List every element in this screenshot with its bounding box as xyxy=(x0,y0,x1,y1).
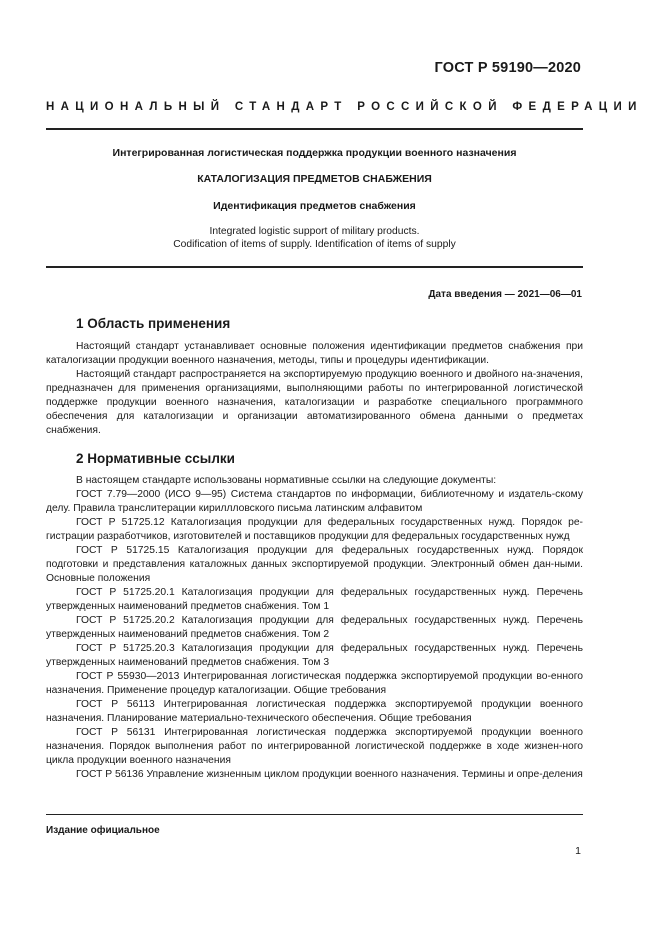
section-1-paragraph: Настоящий стандарт распространяется на экспортируемую продукцию военного и двойного на-значения, предназначен для применения организациями, выполняющими работы по интегрированной логистической поддержке продукции военного назначения, каталогизации и разработке специального программного обеспечения для каталогизации и организации автоматизированного обмена данными о предметах снабжения. xyxy=(46,369,583,436)
reference-item: ГОСТ Р 51725.12 Каталогизация продукции для федеральных государственных нужд. Порядок ре-гистрации разработчиков, изготовителей и поставщиков продукции для федеральных государственных нужд xyxy=(46,517,583,542)
reference-item: ГОСТ Р 51725.20.2 Каталогизация продукции для федеральных государственных нужд. Перечень утвержденных наименований предметов снабжения. Том 2 xyxy=(46,615,583,640)
footer-rule xyxy=(46,814,583,815)
document-number: ГОСТ Р 59190—2020 xyxy=(434,60,581,76)
english-title-line-2: Codification of items of supply. Identification of items of supply xyxy=(173,238,456,250)
section-1-heading: 1 Область применения xyxy=(76,316,231,331)
introduction-date: Дата введения — 2021—06—01 xyxy=(428,289,582,300)
reference-item: ГОСТ Р 56136 Управление жизненным циклом продукции военного назначения. Термины и опре-деления xyxy=(76,769,583,780)
title-bottom-rule xyxy=(46,266,583,268)
section-2-body xyxy=(46,474,583,782)
title-line-1: Интегрированная логистическая поддержка продукции военного назначения xyxy=(112,147,517,159)
reference-item: ГОСТ Р 51725.20.1 Каталогизация продукции для федеральных государственных нужд. Перечень утвержденных наименований предметов снабжения. Том 1 xyxy=(46,587,583,612)
reference-item: ГОСТ 7.79—2000 (ИСО 9—95) Система стандартов по информации, библиотечному и издатель-скому делу. Правила транслитерации кириллловского письма латинским алфавитом xyxy=(46,489,583,514)
official-edition-label: Издание официальное xyxy=(46,825,160,836)
section-2-heading: 2 Нормативные ссылки xyxy=(76,451,235,466)
reference-item: ГОСТ Р 51725.20.3 Каталогизация продукции для федеральных государственных нужд. Перечень утвержденных наименований предметов снабжения. Том 3 xyxy=(46,643,583,668)
top-rule xyxy=(46,128,583,130)
reference-item: ГОСТ Р 56131 Интегрированная логистическая поддержка экспортируемой продукции военного назначения. Порядок выполнения работ по интегрированной логистической поддержке в ходе жизнен-ного цикла продукции военного назначения xyxy=(46,727,583,766)
reference-item: ГОСТ Р 51725.15 Каталогизация продукции для федеральных государственных нужд. Порядок подготовки и представления каталожных данных экспортируемой продукции. Электронный обмен дан-ными. Основные положения xyxy=(46,545,583,584)
english-title-line-1: Integrated logistic support of military products. xyxy=(209,226,420,237)
references-intro: В настоящем стандарте использованы нормативные ссылки на следующие документы: xyxy=(76,475,497,486)
reference-item: ГОСТ Р 56113 Интегрированная логистическая поддержка экспортируемой продукции военного назначения. Планирование материально-технического обеспечения. Общие требования xyxy=(46,699,583,724)
english-title xyxy=(46,226,583,251)
section-1-body xyxy=(46,340,583,438)
section-1-paragraph: Настоящий стандарт устанавливает основные положения идентификации предметов снабжения при каталогизации продукции военного назначения, методы, типы и процедуры идентификации. xyxy=(46,341,583,366)
reference-item: ГОСТ Р 55930—2013 Интегрированная логистическая поддержка экспортируемой продукции во-енного назначения. Применение процедур каталогизации. Общие требования xyxy=(46,671,583,696)
title-line-2: КАТАЛОГИЗАЦИЯ ПРЕДМЕТОВ СНАБЖЕНИЯ xyxy=(197,173,432,185)
page-number: 1 xyxy=(575,845,581,857)
title-line-3: Идентификация предметов снабжения xyxy=(213,200,416,212)
national-standard-banner: НАЦИОНАЛЬНЫЙ СТАНДАРТ РОССИЙСКОЙ ФЕДЕРАЦИИ xyxy=(46,101,643,113)
